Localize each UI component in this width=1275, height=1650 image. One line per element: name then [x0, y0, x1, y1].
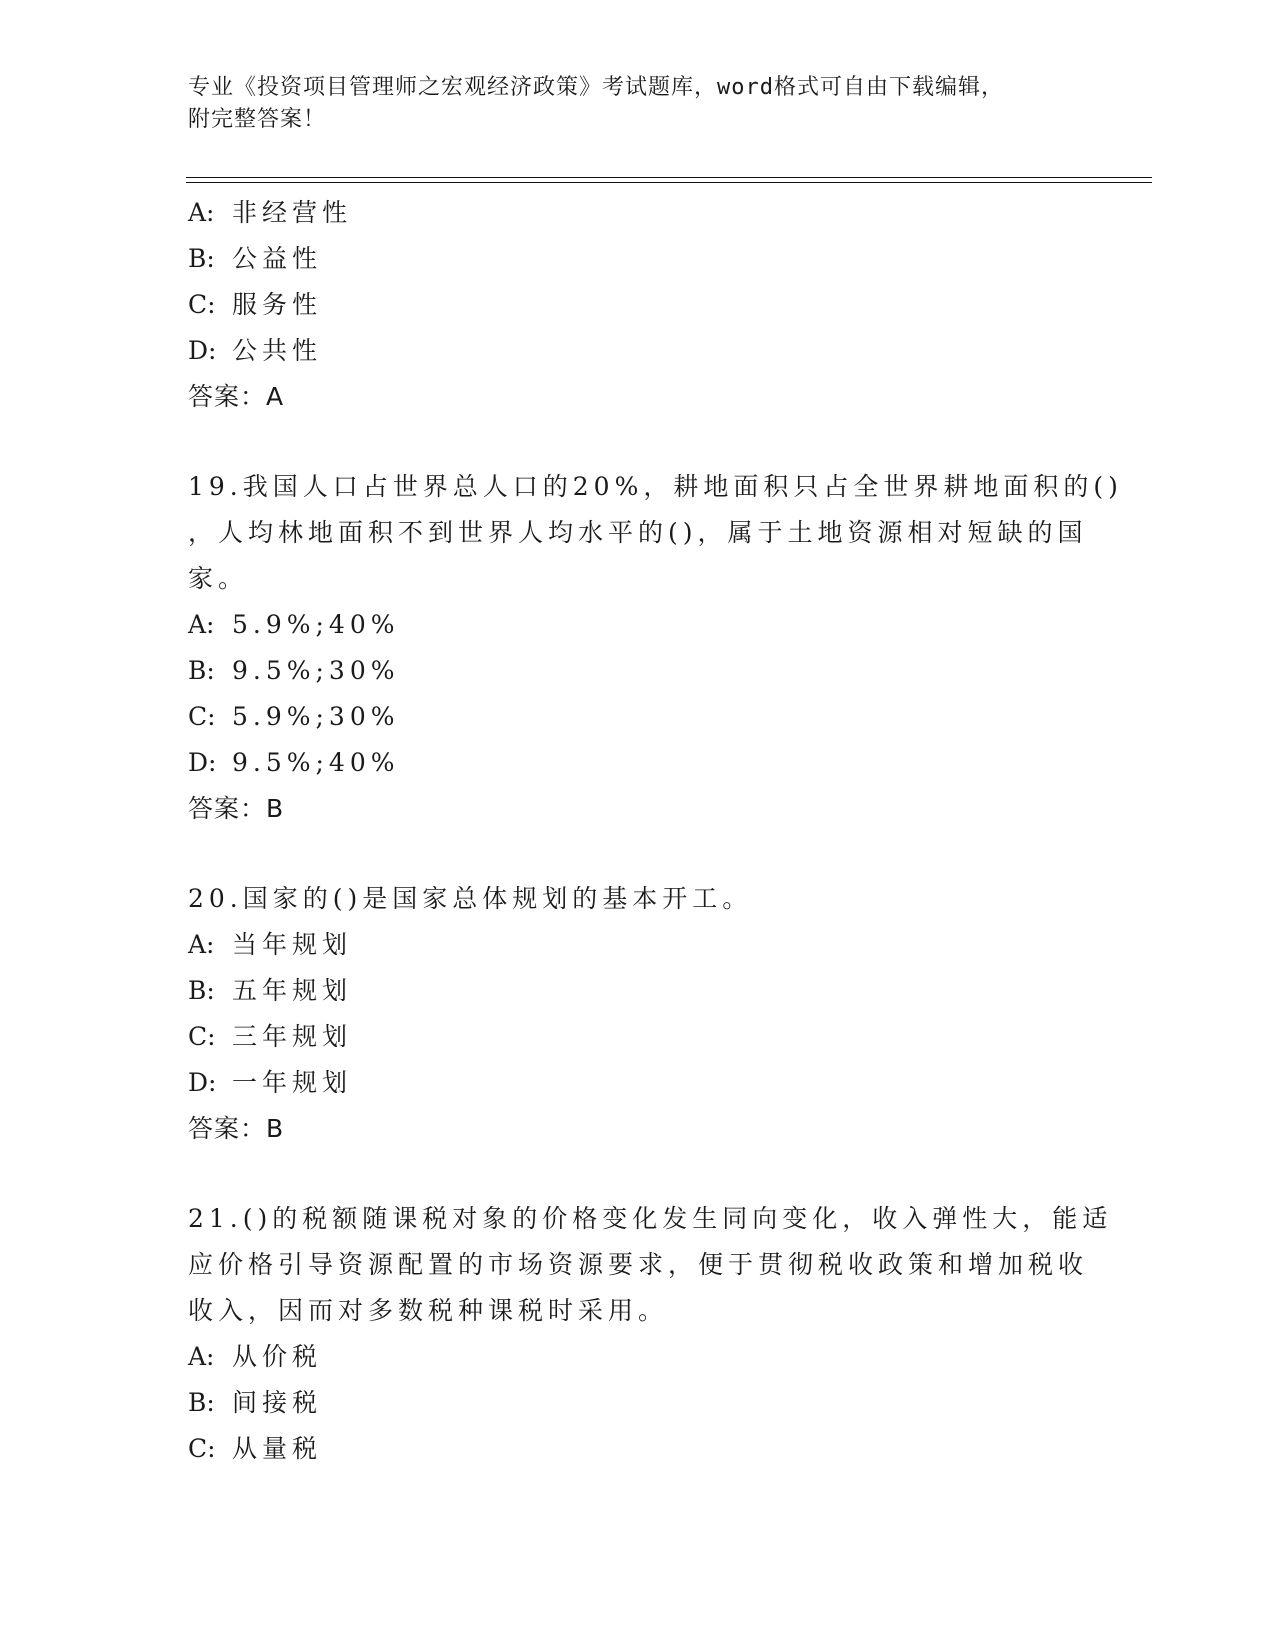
answer-19: 答案：B	[188, 794, 285, 823]
header-line-2: 附完整答案！	[188, 107, 327, 132]
header-divider-bottom	[186, 182, 1152, 183]
answer-20: 答案：B	[188, 1114, 285, 1143]
option-b: B: 五年规划	[188, 976, 353, 1005]
option-d: D: 一年规划	[188, 1068, 353, 1097]
option-c: C: 5.9%;30%	[188, 702, 400, 731]
header-divider-top	[186, 177, 1152, 178]
question-stem: 19.我国人口占世界总人口的20%，耕地面积只占全世界耕地面积的() ，人均林地面积不到世界人均水平的()，属于土地资源相对短缺的国 家。	[188, 472, 1123, 593]
question-stem: 21.()的税额随课税对象的价格变化发生同向变化，收入弹性大，能适 应价格引导资源配置的市场资源要求，便于贯彻税收政策和增加税收 收入，因而对多数税种课税时采用。	[188, 1204, 1113, 1325]
answer-18: 答案：A	[188, 382, 285, 411]
question-18	[188, 190, 1088, 420]
option-d: D: 9.5%;40%	[188, 748, 400, 777]
question-21	[188, 1196, 1113, 1472]
question-stem: 20.国家的()是国家总体规划的基本开工。	[188, 884, 753, 913]
option-c: C: 三年规划	[188, 1022, 353, 1051]
option-a: A: 非经营性	[188, 198, 353, 227]
question-19	[188, 464, 1123, 832]
option-a: A: 当年规划	[188, 930, 353, 959]
option-d: D: 公共性	[188, 336, 323, 365]
option-a: A: 5.9%;40%	[188, 610, 400, 639]
option-c: C: 服务性	[188, 290, 323, 319]
option-b: B: 公益性	[188, 244, 323, 273]
option-a: A: 从价税	[188, 1342, 323, 1371]
header-line-1: 专业《投资项目管理师之宏观经济政策》考试题库，word格式可自由下载编辑，	[188, 75, 1004, 100]
question-list	[188, 190, 1123, 1472]
document-header	[188, 72, 1068, 136]
option-b: B: 9.5%;30%	[188, 656, 400, 685]
question-20	[188, 876, 1088, 1152]
option-c: C: 从量税	[188, 1434, 323, 1463]
option-b: B: 间接税	[188, 1388, 323, 1417]
